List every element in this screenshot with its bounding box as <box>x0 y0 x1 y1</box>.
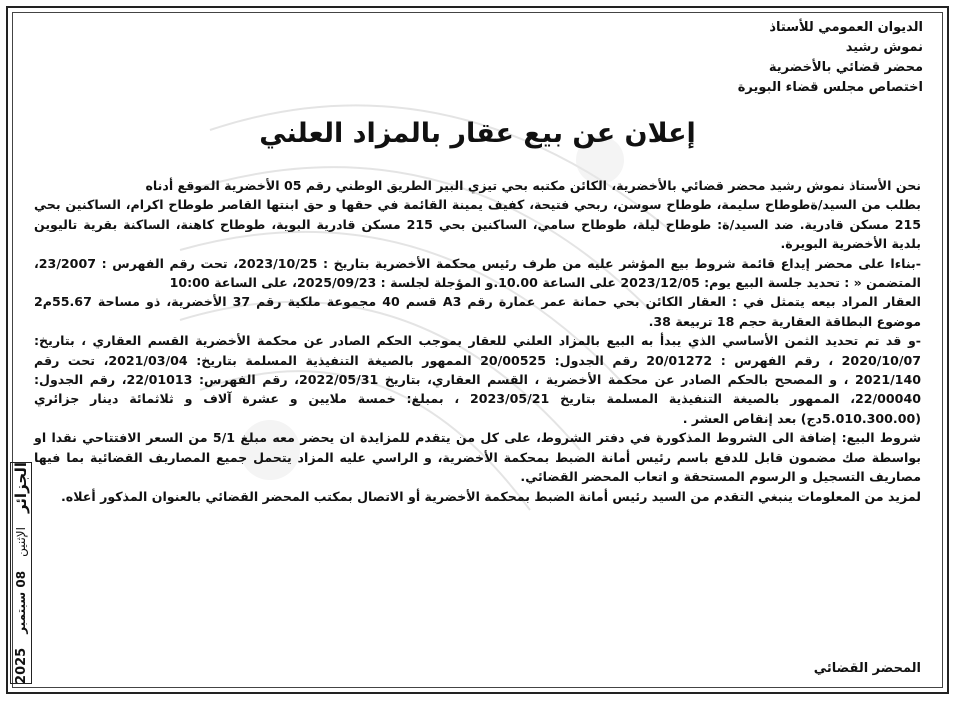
paragraph-contact: لمزيد من المعلومات ينبغي التقدم من السيد رئيس أمانة الضبط بمحكمة الأخضرية أو الاتصال بمكتب المحضر القضائي بالعنوان المذكور أعلاه. <box>61 488 921 504</box>
signature: المحضر القضائي <box>813 661 921 676</box>
newspaper-side-label <box>10 462 32 684</box>
paragraph-price: -و قد تم تحديد الثمن الأساسي الذي يبدأ به البيع بالمزاد العلني للعقار بموجب الحكم الصادر عن محكمة الأخضرية القسم العقاري ، بتاريخ: 2020/10/07 ، رقم الفهرس : 20/01272 رقم الجدول: 20/00525 الممهور بالصيغة التنفيذية المسلمة بتاريخ: 2021/03/04، تحت رقم 2021/140 ، و المصحح بالحكم الصادر عن محكمة الأخضرية ، القسم العقاري، بتاريخ 2022/05/31، رقم الفهرس: 22/01013، رقم الجدول: 22/00040، الممهور بالصيغة التنفيذية المسلمة بتاريخ 2023/05/21 ، بمبلغ: خمسة ملايين و عشرة آلاف و ثلاثمائة دينار جزائري (5.010.300.00دج) بعد إنقاص العشر . <box>34 333 921 426</box>
paragraph-hearing: -بناءا على محضر إيداع قائمة شروط بيع المؤشر عليه من طرف رئيس محكمة الأخضرية بتاريخ : 2023/10/25، تحت رقم الفهرس : 23/2007، المتضمن « : تحديد جلسة البيع يوم: 2023/12/05 على الساعة 10.00.و المؤجلة لجلسة : 2025/09/23، على الساعة 10:00 <box>34 255 921 291</box>
issuer-office: الديوان العمومي للأستاذ <box>769 20 923 35</box>
issuer-header <box>738 18 923 98</box>
paragraph-parties: بطلب من السيد/ةطوطاح سليمة، طوطاح سوسن، ربحي فتيحة، كفيف يمينة القائمة في حقها و حق ابنتها القاصر طوطاح اكرام، الساكنين بحي 215 مسكن قادرية. ضد السيد/ة: طوطاح ليلة، طوطاح سامي، الساكنين بحي 215 مسكن قادرية البوية، طوطاح كاهنة، الساكنة بقرية تاليوين بلدية الأخضرية البويرة. <box>34 197 922 252</box>
publication-year: 2025 <box>13 647 29 684</box>
issuer-name: نموش رشيد <box>845 40 923 55</box>
paragraph-property: العقار المراد بيعه يتمثل في : العقار الكائن بحي حمانة عمر عمارة رقم A3 قسم 40 مجموعة ملكية رقم 37 الأخضرية، ذو مساحة 55.67م2 موضوع البطاقة العقارية حجم 18 تربيعة 38. <box>34 294 921 329</box>
notice-body <box>34 176 921 506</box>
publication-date: 08 سبتمبر <box>14 570 28 634</box>
paragraph-conditions: شروط البيع: إضافة الى الشروط المذكورة في دفتر الشروط، على كل من يتقدم للمزايدة ان يحضر معه مبلغ 5/1 من السعر الافتتاحي نقدا او بواسطة صك مضمون قابل للدفع باسم رئيس أمانة الضبط بمحكمة الأخضرية، و الراسي عليه المزاد يتحمل جميع المصاريف القضائية بما فيها مصاريف التسجيل و الرسوم المستحقة و اتعاب المحضر القضائي. <box>34 430 921 485</box>
paragraph-intro: نحن الأستاذ نموش رشيد محضر قضائي بالأخضرية، الكائن مكتبه بحي تيزي البير الطريق الوطني رقم 05 الأخضرية الموقع أدناه <box>145 178 921 193</box>
publication-day: الإثنين <box>14 527 28 557</box>
newspaper-brand: الجزائر <box>12 462 30 514</box>
issuer-role: محضر قضائي بالأخضرية <box>768 60 923 75</box>
notice-title: إعلان عن بيع عقار بالمزاد العلني <box>259 118 696 149</box>
issuer-jurisdiction: اختصاص مجلس قضاء البويرة <box>737 80 923 95</box>
